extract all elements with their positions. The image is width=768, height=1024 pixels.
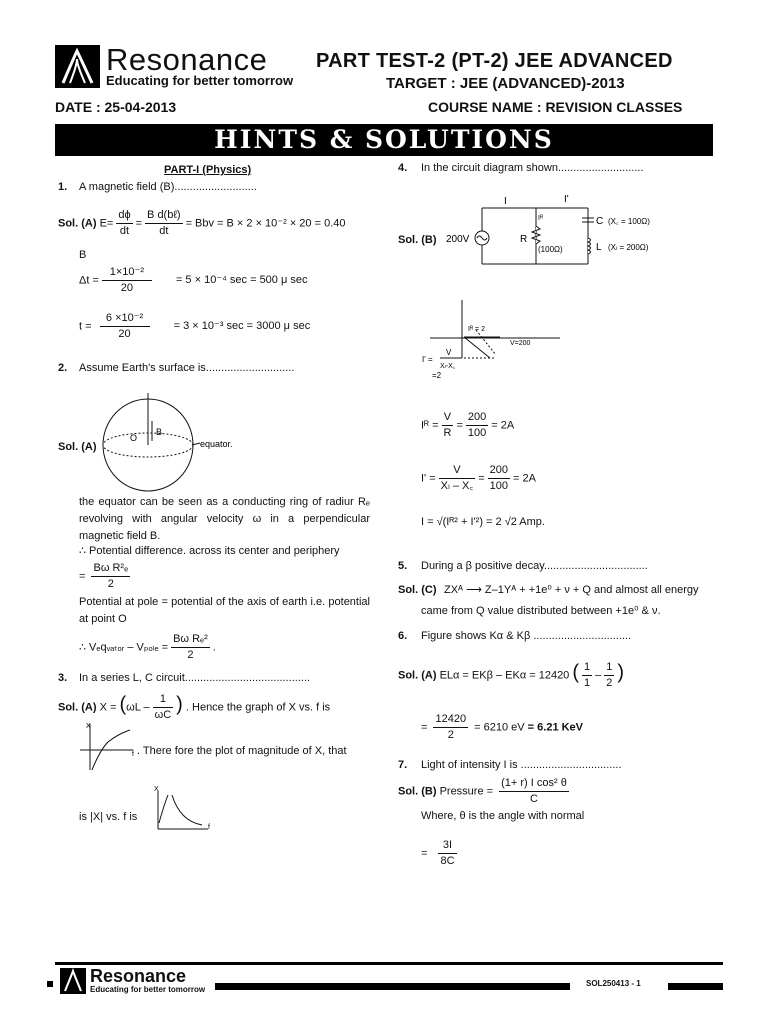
q1-number: 1. (58, 181, 68, 193)
inductor-value: (Xₗ = 200Ω) (608, 243, 649, 252)
hints-banner: HINTS & SOLUTIONS (55, 124, 713, 156)
q6-result: = $\frac{12420}{2}$ = 6210 eV = 6.21 KeV (421, 713, 584, 741)
phasor-v-label: V=200 (510, 340, 531, 347)
logo-icon (55, 45, 100, 88)
q3-number: 3. (58, 672, 68, 684)
q6-number: 6. (398, 630, 408, 642)
q4-eq-ir: Iᴿ = $\frac{V}{R}$ = $\frac{200}{100}$ = 2A (421, 411, 515, 439)
q3-para-3: is |X| vs. f is (79, 811, 138, 823)
current-iprime-label: I' (564, 194, 569, 205)
graph2-x-label: X (154, 786, 159, 793)
inductor-label: L (596, 242, 602, 253)
part-heading: PART-I (Physics) (164, 164, 252, 176)
page-title: PART TEST-2 (PT-2) JEE ADVANCED (316, 50, 673, 72)
footer-bullet (47, 981, 53, 987)
capacitor-value: (X꜀ = 100Ω) (608, 217, 650, 226)
q3-text: In a series L, C circuit......................................... (79, 672, 311, 684)
q2-para-3: Potential at pole = potential of the axis of earth i.e. potential at point O (79, 596, 370, 625)
resistor-label: R (520, 234, 528, 245)
fig-o-label: O (130, 433, 138, 443)
graph2-f-label: f (208, 824, 210, 831)
q1-b: B (79, 249, 87, 261)
brand-name: Resonance (106, 42, 268, 77)
q3-sol: Sol. (A) X = (ωL – $\frac{1}{\omega C}$ ) . Hence the graph of X vs. f is (58, 693, 331, 721)
q3-para-2: . There fore the plot of magnitude of X, that (137, 745, 347, 757)
q5-para: came from Q value distributed between +1e⁰ & ν. (421, 605, 661, 617)
q2-sol: Sol. (A) (58, 441, 97, 453)
source-label: 200V (446, 234, 470, 245)
circuit-diagram (446, 192, 671, 272)
abs-x-vs-f-graph (150, 785, 215, 835)
phasor-result: =2 (432, 371, 442, 380)
q5-sol: Sol. (C) (398, 584, 437, 596)
q1-solution: Sol. (A) E= $\frac{d\phi}{dt}$ = $\frac{\text{B d(bℓ)}}{dt}$ = Bbv = B × 2 × 10⁻² × 20 = 0.40 (58, 209, 346, 237)
q4-eq-iprime: I' = $\frac{V}{\text{Xₗ – X꜀}}$ = $\frac{200}{100}$ = 2A (421, 464, 536, 492)
capacitor-label: C (596, 216, 604, 227)
q7-sol: Sol. (B) Pressure = $\frac{\text{(1+ r) I cos² θ}}{C}$ (398, 777, 567, 805)
q6-text: Figure shows Kα & Kβ ................................ (421, 630, 632, 642)
course-line: COURSE NAME : REVISION CLASSES (428, 99, 683, 115)
q6-sol: Sol. (A) ELα = EKβ – EKα = 12420 ( $\frac{1}{1}$ – $\frac{1}{2}$ ) (398, 661, 625, 689)
earth-sphere-figure (100, 393, 270, 498)
footer-brand: Resonance (90, 966, 187, 986)
q2-para-2: ∴ Potential difference. across its center and periphery (79, 545, 340, 557)
q4-eq-i: I = √(Iᴿ² + I'²) = 2 √2 Amp. (421, 516, 545, 528)
q7-where: Where, θ is the angle with normal (421, 810, 585, 822)
q1-t-eq: t = $\frac{\text{6 ×10⁻²}}{20}$ = 3 × 10⁻³ sec = 3000 μ sec (79, 312, 311, 340)
footer-logo-icon (60, 968, 86, 994)
q1-text: A magnetic field (B)........................... (79, 181, 257, 193)
footer-bar-right (668, 983, 723, 990)
q7-final: = $\frac{3I}{8C}$ (421, 839, 455, 867)
q4-sol: Sol. (B) (398, 234, 437, 246)
phasor-ir-label: Iᴿ = 2 (468, 326, 485, 333)
fig-equator-label: equator. (200, 439, 233, 449)
phasor-den: Xₗ-X꜀ (440, 363, 456, 370)
footer-rule (55, 962, 723, 965)
q7-text: Light of intensity I is ................................. (421, 759, 622, 771)
page-code: SOL250413 - 1 (586, 979, 641, 988)
x-vs-f-graph (78, 720, 138, 775)
phasor-diagram (420, 300, 570, 382)
resistor-value: (100Ω) (538, 245, 563, 254)
footer-logo (60, 968, 86, 994)
footer-bar-left (215, 983, 570, 990)
q2-para-1: the equator can be seen as a conducting ring of radiur Rₑ revolving with angular velocity ω in a perpendicular magnetic field B. (79, 496, 370, 542)
q2-eq-1: = $\frac{\text{Bω R²ₑ}}{2}$ (79, 562, 129, 590)
brand-tagline: Educating for better tomorrow (106, 73, 294, 88)
q2-text: Assume Earth's surface is............................. (79, 362, 295, 374)
q4-text: In the circuit diagram shown............................ (421, 162, 644, 174)
target-line: TARGET : JEE (ADVANCED)-2013 (386, 75, 625, 92)
q5-number: 5. (398, 560, 408, 572)
graph1-f-label: f (132, 751, 134, 758)
phasor-num: V (446, 348, 452, 357)
resonance-logo (55, 45, 100, 88)
q5-text: During a β positive decay.................................. (421, 560, 648, 572)
q2-number: 2. (58, 362, 68, 374)
phasor-iprime-label: I' = (422, 355, 433, 364)
q1-dt-eq: Δt = $\frac{\text{1×10⁻²}}{20}$ = 5 × 10⁻⁴ sec = 500 μ sec (79, 266, 308, 294)
fig-b-label: B (156, 427, 163, 437)
footer-tagline: Educating for better tomorrow (90, 985, 206, 994)
q2-eq-2: ∴ Vₑqᵥₐₜₒᵣ – Vₚₒₗₑ = $\frac{\text{Bω Rₑ²}}{2}$ . (79, 633, 216, 661)
q7-number: 7. (398, 759, 408, 771)
graph1-x-label: X (86, 723, 91, 730)
q5-eq: ZXᴬ ⟶ Z–1Yᴬ + +1e⁰ + ν + Q and almost all energy (444, 584, 699, 596)
current-i-label: I (504, 196, 507, 207)
q4-number: 4. (398, 162, 408, 174)
current-ir-label: Iᴿ (538, 215, 544, 222)
date-line: DATE : 25-04-2013 (55, 99, 177, 115)
